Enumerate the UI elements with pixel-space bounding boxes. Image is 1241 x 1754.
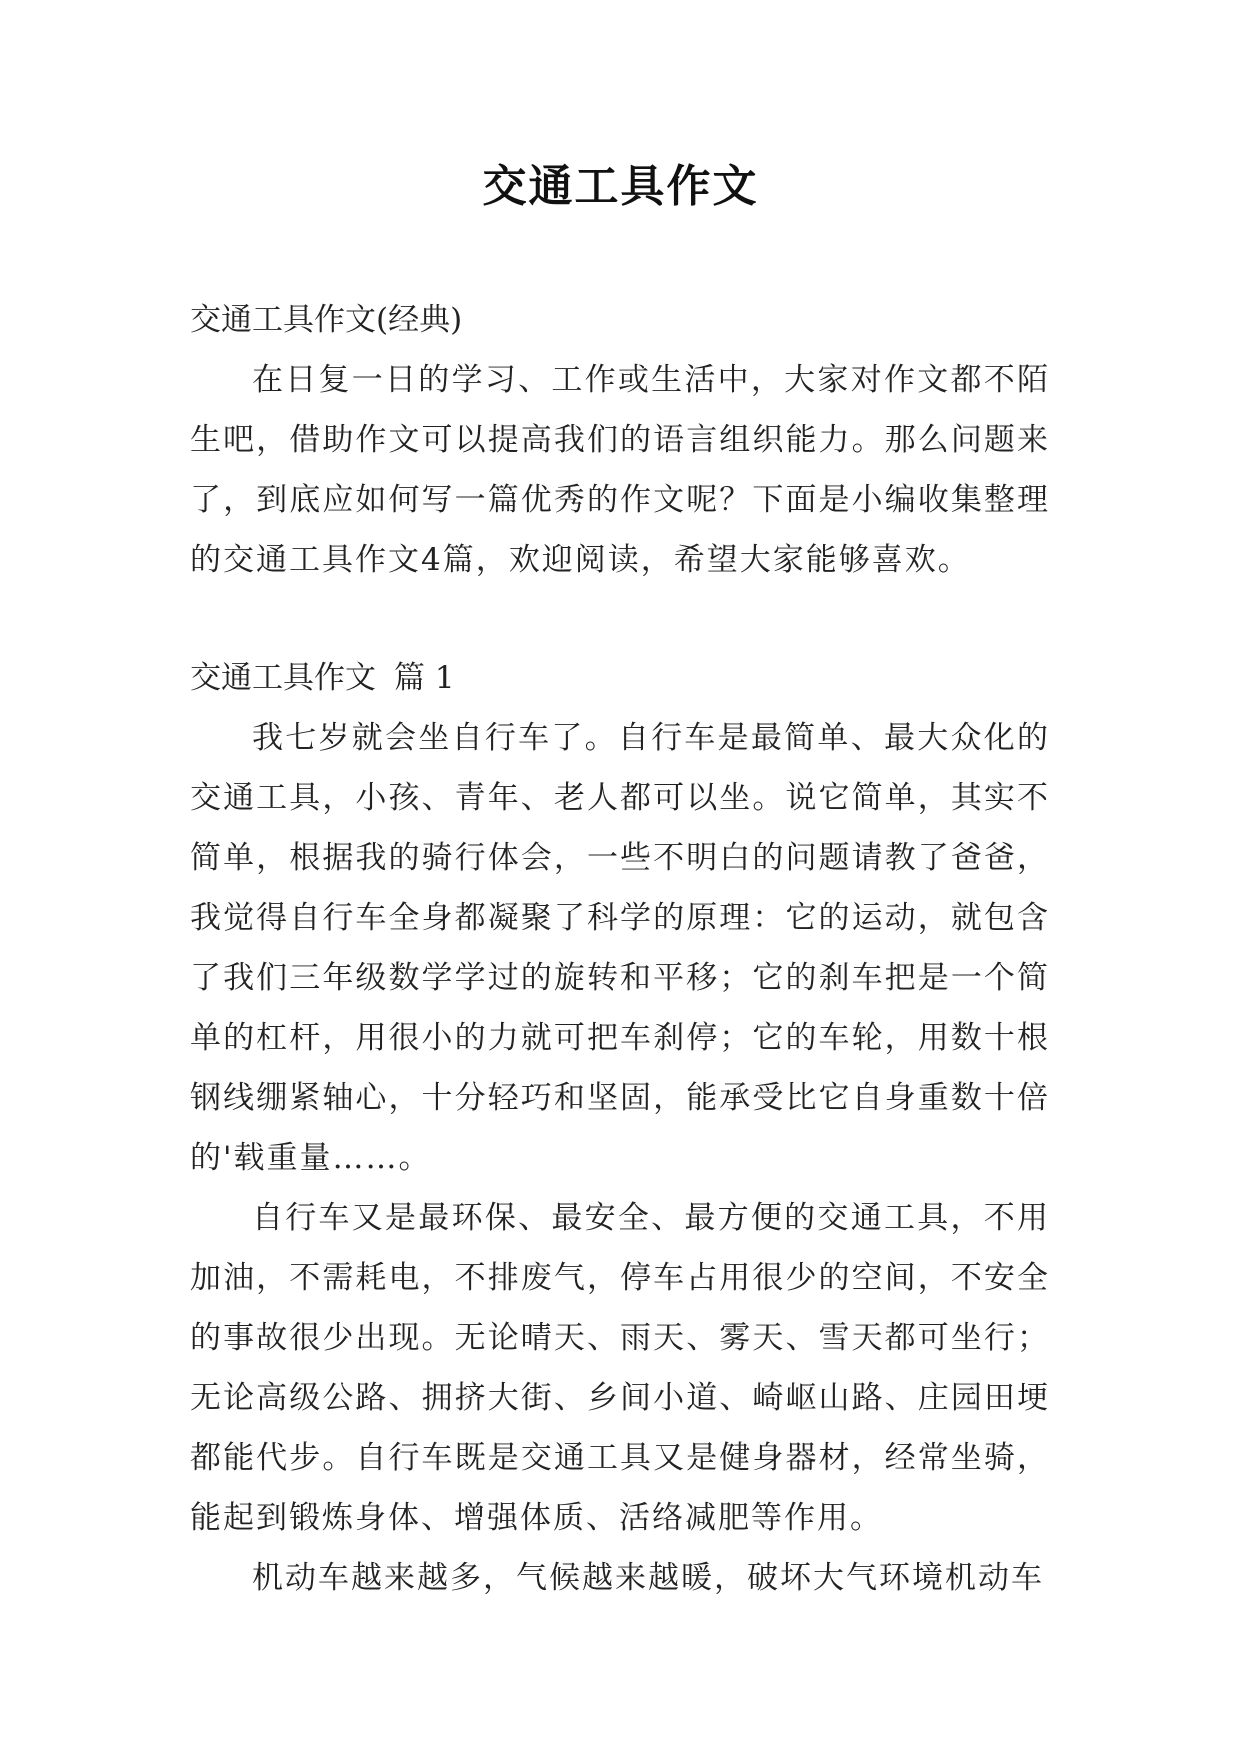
- document-body: [190, 290, 1050, 1608]
- document-title: 交通工具作文: [482, 161, 759, 212]
- section-paragraph-3: 机动车越来越多，气候越来越暖，破坏大气环境机动车: [252, 1560, 1044, 1596]
- section-heading-title: 交通工具作文: [190, 660, 376, 696]
- section-paragraph-2: 自行车又是最环保、最安全、最方便的交通工具，不用加油，不需耗电，不排废气，停车占用很少的空间，不安全的事故很少出现。无论晴天、雨天、雾天、雪天都可坐行；无论高级公路、拥挤大街、乡间小道、崎岖山路、庄园田埂都能代步。自行车既是交通工具又是健身器材，经常坐骑，能起到锻炼身体、增强体质、活络减肥等作用。: [190, 1200, 1050, 1536]
- document-subtitle: 交通工具作文(经典): [190, 302, 463, 338]
- intro-paragraph: 在日复一日的学习、工作或生活中，大家对作文都不陌生吧，借助作文可以提高我们的语言组织能力。那么问题来了，到底应如何写一篇优秀的作文呢？下面是小编收集整理的交通工具作文4篇，欢迎阅读，希望大家能够喜欢。: [190, 362, 1050, 578]
- section-heading: [190, 648, 1050, 708]
- section-heading-part: 篇 1: [394, 660, 455, 696]
- section-paragraph-1: 我七岁就会坐自行车了。自行车是最简单、最大众化的交通工具，小孩、青年、老人都可以坐。说它简单，其实不简单，根据我的骑行体会，一些不明白的问题请教了爸爸，我觉得自行车全身都凝聚了科学的原理：它的运动，就包含了我们三年级数学学过的旋转和平移；它的刹车把是一个简单的杠杆，用很小的力就可把车刹停；它的车轮，用数十根钢线绷紧轴心，十分轻巧和坚固，能承受比它自身重数十倍的'载重量……。: [190, 720, 1050, 1176]
